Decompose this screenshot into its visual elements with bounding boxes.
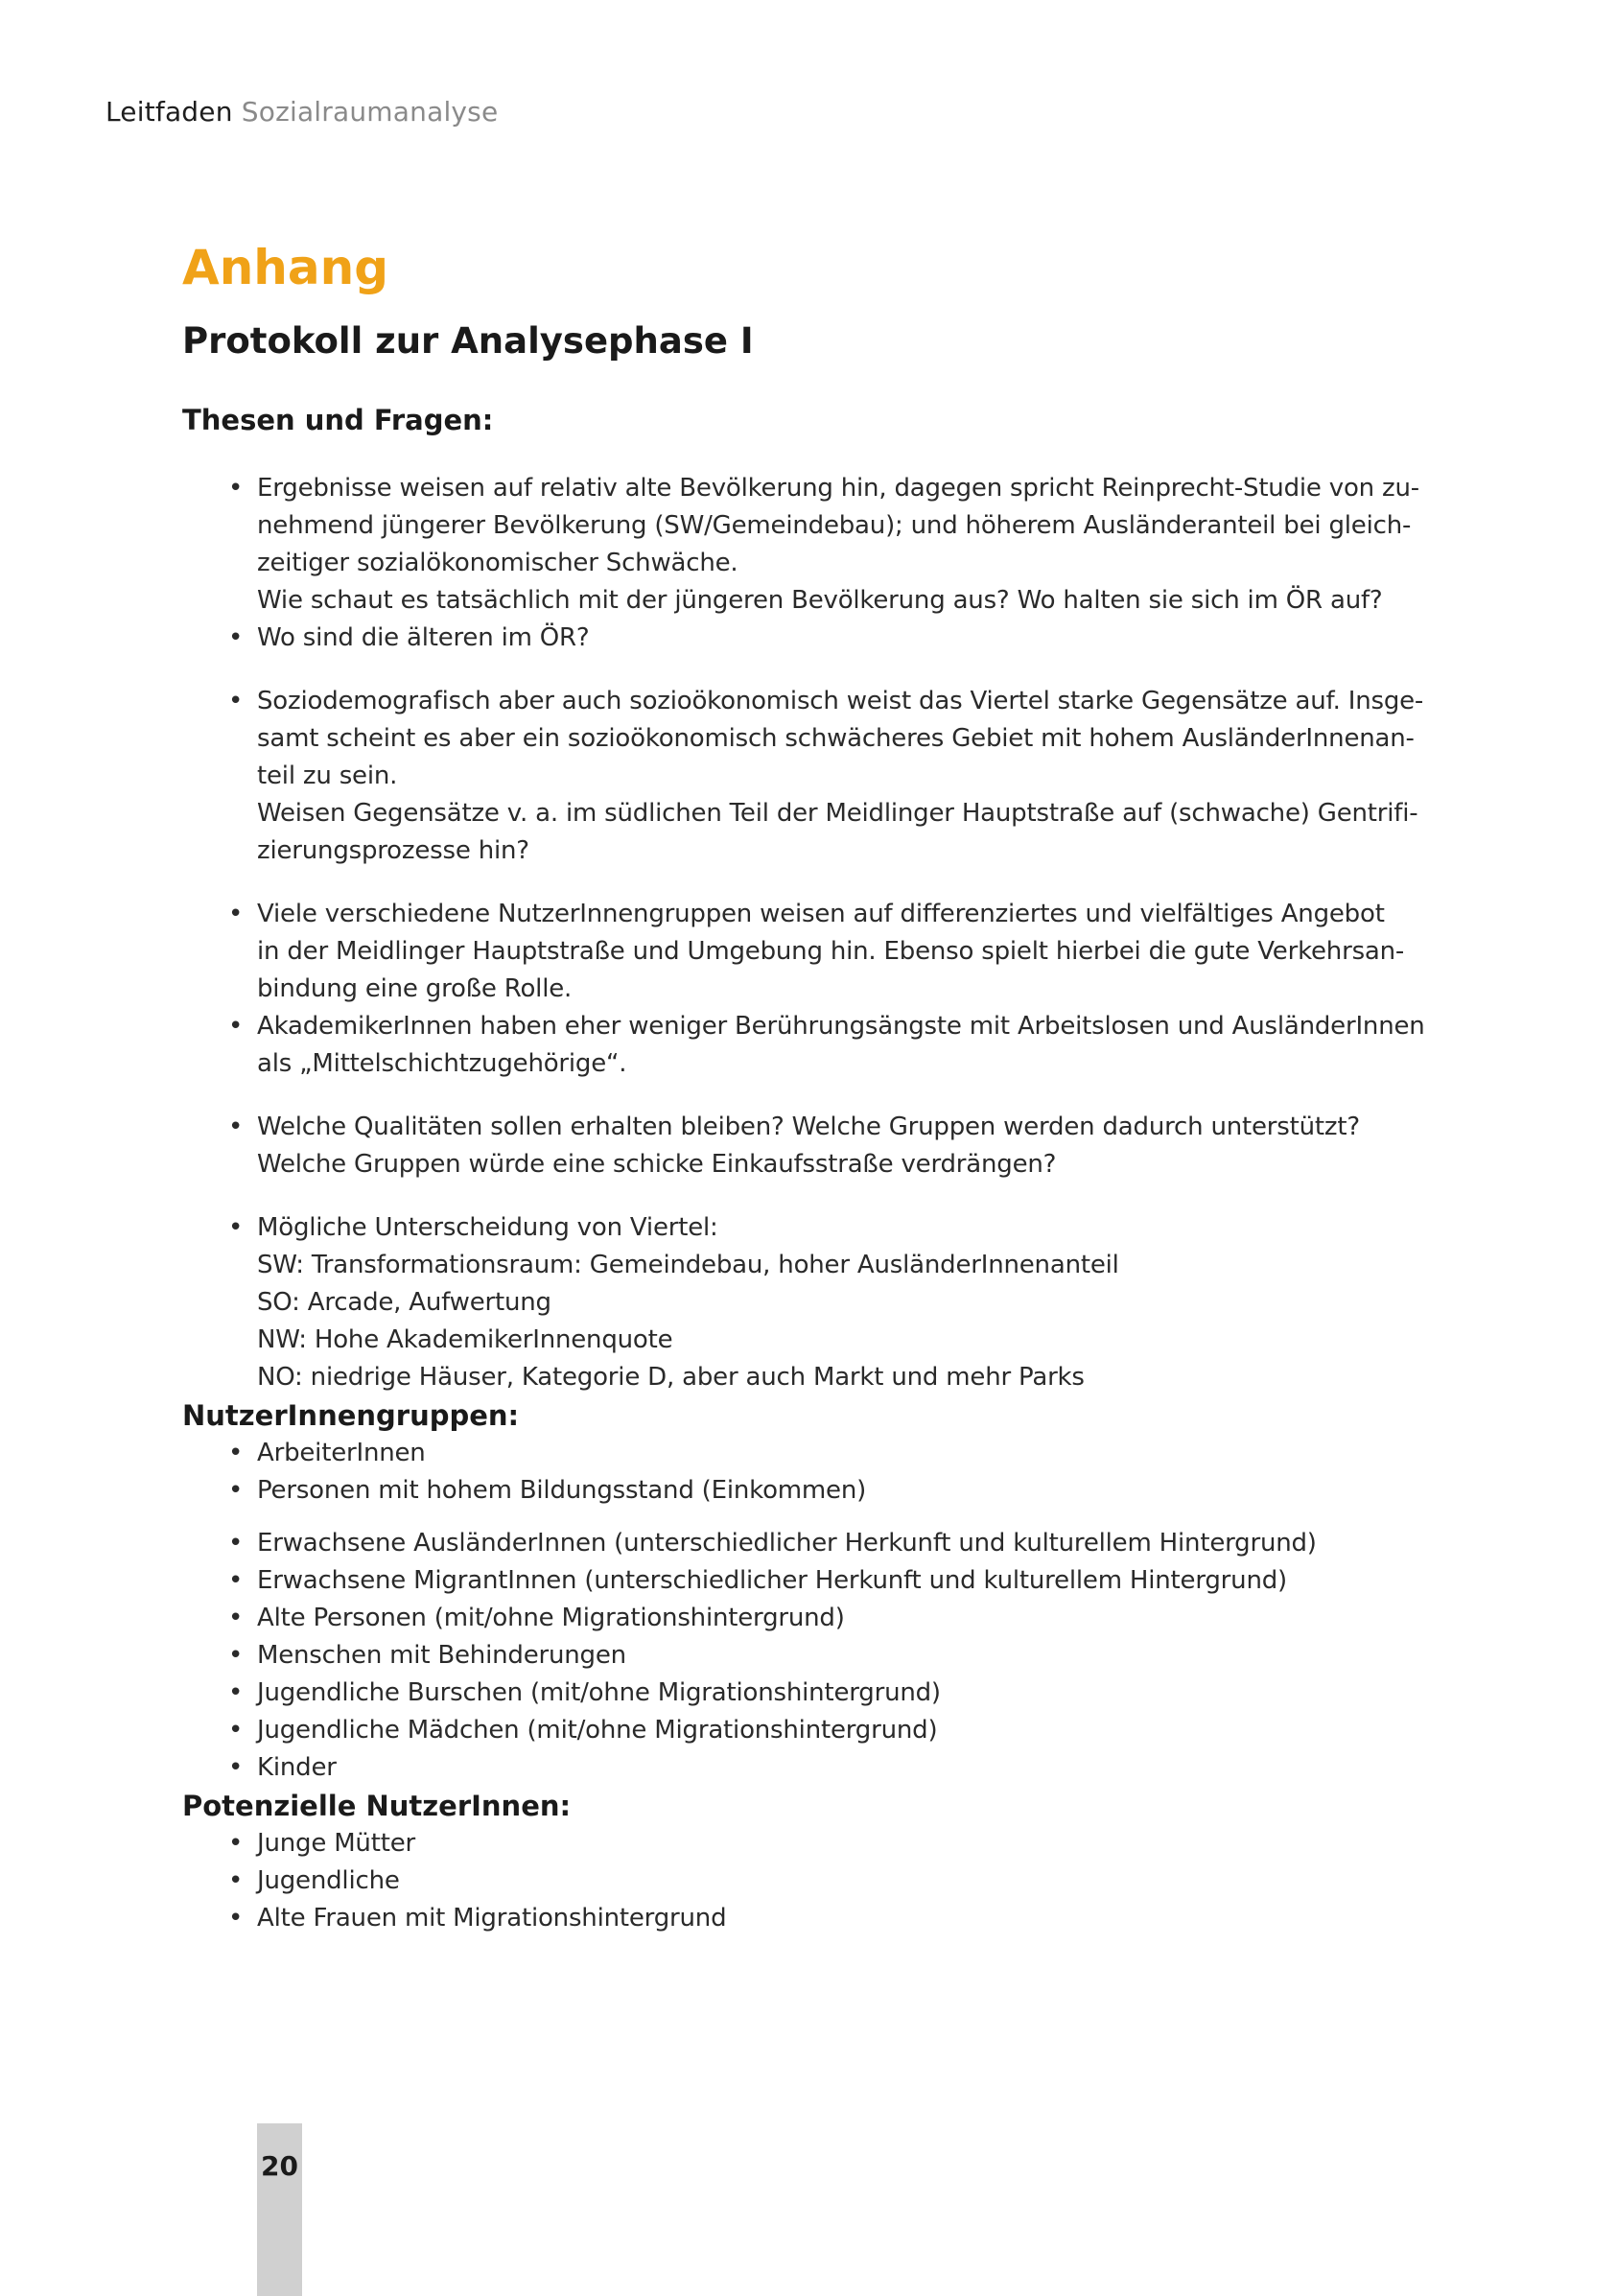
running-header: [105, 96, 498, 128]
page-content: [182, 238, 1425, 1937]
list-item: • Alte Personen (mit/ohne Migrationshintergrund): [228, 1600, 1362, 1637]
page-number: 20: [261, 2150, 298, 2182]
page-title: Anhang: [182, 240, 389, 295]
list-item: • Jugendliche Mädchen (mit/ohne Migrationshintergrund): [228, 1712, 1362, 1749]
list-item: • ArbeiterInnen: [228, 1435, 1362, 1472]
thesen-list: [182, 470, 1425, 1396]
list-item: • Soziodemografisch aber auch sozioökonomisch weist das Viertel starke Gegensätze auf. Insge- samt scheint es aber ein sozioökonomisch schwächeres Gebiet mit hohem AusländerInnenan- teil zu sein. Weisen Gegensätze v. a. im südlichen Teil der Meidlinger Hauptstraße auf (schwache) Gentrifi- zierungsprozesse hin?: [228, 683, 1362, 870]
running-header-subtitle: Sozialraumanalyse: [241, 96, 499, 128]
page-number-tab: [257, 2123, 302, 2296]
section-title-potenzielle: Potenzielle NutzerInnen:: [182, 1790, 572, 1822]
section-title-thesen: Thesen und Fragen:: [182, 404, 494, 436]
list-item: • Menschen mit Behinderungen: [228, 1637, 1362, 1675]
list-item: • Kinder: [228, 1749, 1362, 1787]
list-item: • Junge Mütter: [228, 1825, 1362, 1863]
list-item: • Viele verschiedene NutzerInnengruppen weisen auf differenziertes und vielfältiges Angebot in der Meidlinger Hauptstraße und Umgebung hin. Ebenso spielt hierbei die gute Verkehrsan- bindung eine große Rolle.: [228, 896, 1362, 1008]
nutzergruppen-list: [182, 1435, 1362, 1787]
list-item: • Erwachsene MigrantInnen (unterschiedlicher Herkunft und kulturellem Hintergrund): [228, 1562, 1362, 1600]
running-header-title: Leitfaden: [105, 96, 233, 128]
list-item: • AkademikerInnen haben eher weniger Berührungsängste mit Arbeitslosen und AusländerInnen als „Mittelschichtzugehörige“.: [228, 1008, 1362, 1083]
section-title-nutzergruppen: NutzerInnengruppen:: [182, 1399, 520, 1432]
list-item: • Alte Frauen mit Migrationshintergrund: [228, 1900, 1362, 1937]
potenzielle-list: [182, 1825, 1362, 1937]
list-item: • Jugendliche Burschen (mit/ohne Migrationshintergrund): [228, 1675, 1362, 1712]
page-subtitle: Protokoll zur Analysephase I: [182, 320, 754, 362]
list-item: • Personen mit hohem Bildungsstand (Einkommen): [228, 1472, 1362, 1510]
list-item: • Ergebnisse weisen auf relativ alte Bevölkerung hin, dagegen spricht Reinprecht-Studie von zu- nehmend jüngerer Bevölkerung (SW/Gemeindebau); und höherem Ausländeranteil bei gleich- zeitiger sozialökonomischer Schwäche. Wie schaut es tatsächlich mit der jüngeren Bevölkerung aus? Wo halten sie sich im ÖR auf?: [228, 470, 1362, 620]
list-item: • Jugendliche: [228, 1863, 1362, 1900]
list-item: • Wo sind die älteren im ÖR?: [228, 620, 1362, 657]
list-item: • Welche Qualitäten sollen erhalten bleiben? Welche Gruppen werden dadurch unterstützt? Welche Gruppen würde eine schicke Einkaufsstraße verdrängen?: [228, 1109, 1362, 1183]
list-item: • Mögliche Unterscheidung von Viertel: SW: Transformationsraum: Gemeindebau, hoher AusländerInnenanteil SO: Arcade, Aufwertung NW: Hohe AkademikerInnenquote NO: niedrige Häuser, Kategorie D, aber auch Markt und mehr Parks: [228, 1209, 1362, 1396]
list-item: • Erwachsene AusländerInnen (unterschiedlicher Herkunft und kulturellem Hintergrund): [228, 1525, 1362, 1562]
